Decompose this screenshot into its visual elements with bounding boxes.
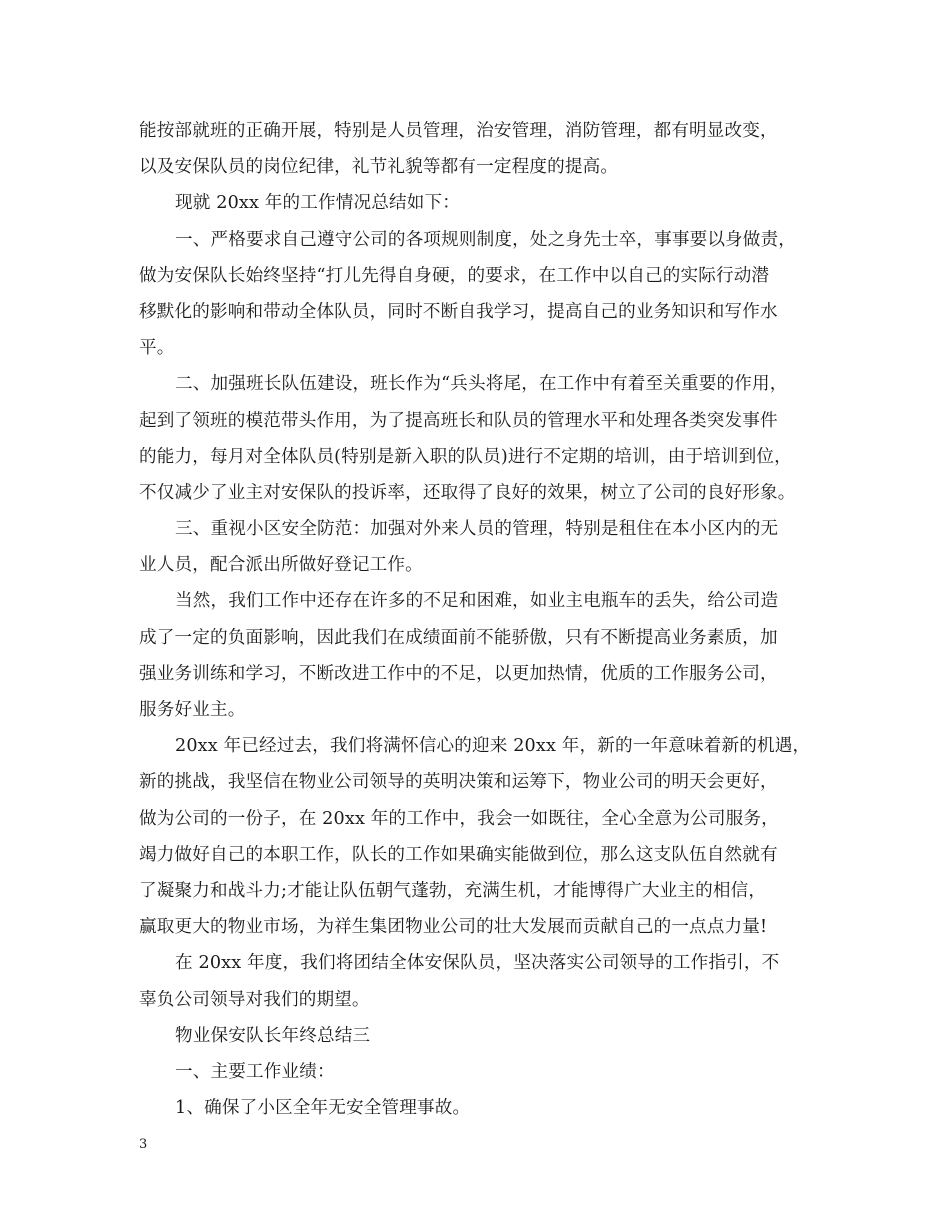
text-line: 的能力，每月对全体队员(特别是新入职的队员)进行不定期的培训，由于培训到位， [139,446,792,467]
text-line: 做为公司的一份子，在 20xx 年的工作中，我会一如既往，全心全意为公司服务， [139,808,779,829]
text-line: 20xx 年已经过去，我们将满怀信心的迎来 20xx 年，新的一年意味着新的机遇， [175,736,811,757]
text-line: 在 20xx 年度，我们将团结全体安保队员，坚决落实公司领导的工作指引，不 [175,953,780,974]
text-line: 能按部就班的正确开展，特别是人员管理，治安管理，消防管理，都有明显改变， [139,121,778,141]
document-body [139,113,823,1126]
text-line: 1、确保了小区全年无安全管理事故。 [175,1098,471,1119]
text-line: 赢取更大的物业市场，为祥生集团物业公司的壮大发展而贡献自己的一点点力量! [139,917,768,938]
text-line: 了凝聚力和战斗力;才能让队伍朝气蓬勃，充满生机，才能博得广大业主的相信， [139,880,767,901]
text-line: 平。 [139,338,175,359]
section-heading: 物业保安队长年终总结三 [175,1025,371,1046]
text-line: 新的挑战，我坚信在物业公司领导的英明决策和运筹下，物业公司的明天会更好， [139,772,778,793]
text-line: 辜负公司领导对我们的期望。 [139,989,370,1010]
text-line: 成了一定的负面影响，因此我们在成绩面前不能骄傲，只有不断提高业务素质，加 [139,627,778,648]
text-line: 移默化的影响和带动全体队员，同时不断自我学习，提高自己的业务知识和写作水 [139,301,778,322]
text-line: 不仅减少了业主对安保队的投诉率，还取得了良好的效果，树立了公司的良好形象。 [139,482,796,503]
text-line: 现就 20xx 年的工作情况总结如下： [175,193,460,214]
page-number: 3 [139,1137,148,1152]
text-line: 一、严格要求自己遵守公司的各项规则制度，处之身先士卒，事事要以身做责， [175,229,797,250]
text-line: 起到了领班的模范带头作用，为了提高班长和队员的管理水平和处理各类突发事件 [139,410,778,431]
text-line: 竭力做好自己的本职工作，队长的工作如果确实能做到位，那么这支队伍自然就有 [139,844,778,865]
text-line: 服务好业主。 [139,700,246,720]
subsection-heading: 一、主要工作业绩： [175,1061,335,1082]
text-line: 做为安保队长始终坚持“打儿先得自身硬，的要求，在工作中以自己的实际行动潜 [139,265,770,286]
text-line: 三、重视小区安全防范：加强对外来人员的管理，特别是租住在本小区内的无 [175,519,779,540]
text-line: 业人员，配合派出所做好登记工作。 [139,555,423,576]
text-line: 当然，我们工作中还存在许多的不足和困难，如业主电瓶车的丢失，给公司造 [175,591,779,612]
text-line: 二、加强班长队伍建设，班长作为“兵头将尾，在工作中有着至关重要的作用， [175,374,788,395]
text-line: 强业务训练和学习，不断改进工作中的不足，以更加热情，优质的工作服务公司， [139,663,778,684]
text-line: 以及安保队员的岗位纪律，礼节礼貌等都有一定程度的提高。 [139,157,619,178]
